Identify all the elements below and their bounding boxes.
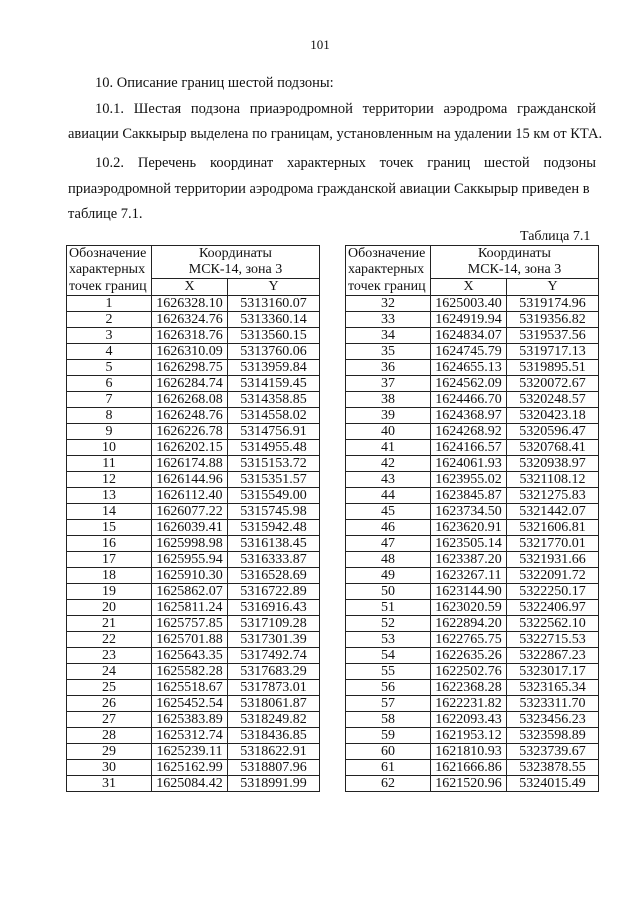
point-number-cell: 21 xyxy=(67,616,152,632)
table-row xyxy=(346,680,599,696)
coordinates-table-right-body xyxy=(346,246,599,792)
y-coordinate-cell: 5319356.82 xyxy=(507,312,599,328)
header-coordinates: Координаты xyxy=(431,246,599,263)
y-coordinate-cell: 5322867.23 xyxy=(507,648,599,664)
y-coordinate-cell: 5319174.96 xyxy=(507,296,599,312)
point-number-cell: 27 xyxy=(67,712,152,728)
point-number-cell: 12 xyxy=(67,472,152,488)
y-coordinate-cell: 5315351.57 xyxy=(228,472,320,488)
table-row xyxy=(346,728,599,744)
y-coordinate-cell: 5322250.17 xyxy=(507,584,599,600)
point-number-cell: 5 xyxy=(67,360,152,376)
x-coordinate-cell: 1626039.41 xyxy=(152,520,228,536)
y-coordinate-cell: 5324015.49 xyxy=(507,776,599,792)
point-number-cell: 52 xyxy=(346,616,431,632)
table-row xyxy=(346,456,599,472)
point-number-cell: 29 xyxy=(67,744,152,760)
point-number-cell: 37 xyxy=(346,376,431,392)
y-coordinate-cell: 5318991.99 xyxy=(228,776,320,792)
x-coordinate-cell: 1625312.74 xyxy=(152,728,228,744)
table-row xyxy=(67,536,320,552)
header-y: Y xyxy=(228,279,320,296)
x-coordinate-cell: 1623620.91 xyxy=(431,520,507,536)
table-row xyxy=(67,328,320,344)
point-number-cell: 54 xyxy=(346,648,431,664)
y-coordinate-cell: 5319717.13 xyxy=(507,344,599,360)
y-coordinate-cell: 5314159.45 xyxy=(228,376,320,392)
point-number-cell: 34 xyxy=(346,328,431,344)
x-coordinate-cell: 1622635.26 xyxy=(431,648,507,664)
x-coordinate-cell: 1625862.07 xyxy=(152,584,228,600)
x-coordinate-cell: 1625955.94 xyxy=(152,552,228,568)
table-row xyxy=(67,520,320,536)
x-coordinate-cell: 1625239.11 xyxy=(152,744,228,760)
x-coordinate-cell: 1625003.40 xyxy=(431,296,507,312)
y-coordinate-cell: 5316333.87 xyxy=(228,552,320,568)
y-coordinate-cell: 5317301.39 xyxy=(228,632,320,648)
table-row xyxy=(346,472,599,488)
table-row xyxy=(67,616,320,632)
point-number-cell: 39 xyxy=(346,408,431,424)
y-coordinate-cell: 5323598.89 xyxy=(507,728,599,744)
header-y: Y xyxy=(507,279,599,296)
x-coordinate-cell: 1623734.50 xyxy=(431,504,507,520)
point-number-cell: 38 xyxy=(346,392,431,408)
table-row xyxy=(346,776,599,792)
point-number-cell: 57 xyxy=(346,696,431,712)
table-row xyxy=(346,744,599,760)
point-number-cell: 14 xyxy=(67,504,152,520)
y-coordinate-cell: 5321108.12 xyxy=(507,472,599,488)
y-coordinate-cell: 5315153.72 xyxy=(228,456,320,472)
x-coordinate-cell: 1623267.11 xyxy=(431,568,507,584)
x-coordinate-cell: 1625162.99 xyxy=(152,760,228,776)
table-row xyxy=(67,600,320,616)
y-coordinate-cell: 5319537.56 xyxy=(507,328,599,344)
x-coordinate-cell: 1625452.54 xyxy=(152,696,228,712)
table-row xyxy=(346,664,599,680)
table-row xyxy=(346,312,599,328)
table-row xyxy=(67,728,320,744)
table-row xyxy=(346,552,599,568)
y-coordinate-cell: 5316722.89 xyxy=(228,584,320,600)
y-coordinate-cell: 5320938.97 xyxy=(507,456,599,472)
x-coordinate-cell: 1624061.93 xyxy=(431,456,507,472)
point-number-cell: 62 xyxy=(346,776,431,792)
header-point-label-line2: характерных xyxy=(346,262,431,279)
y-coordinate-cell: 5314558.02 xyxy=(228,408,320,424)
table-row xyxy=(346,440,599,456)
coordinates-table-left xyxy=(66,245,320,792)
y-coordinate-cell: 5313560.15 xyxy=(228,328,320,344)
table-row xyxy=(67,744,320,760)
y-coordinate-cell: 5314358.85 xyxy=(228,392,320,408)
x-coordinate-cell: 1621666.86 xyxy=(431,760,507,776)
point-number-cell: 23 xyxy=(67,648,152,664)
point-number-cell: 18 xyxy=(67,568,152,584)
point-number-cell: 49 xyxy=(346,568,431,584)
point-number-cell: 35 xyxy=(346,344,431,360)
table-row xyxy=(346,376,599,392)
coordinates-table-right xyxy=(345,245,599,792)
x-coordinate-cell: 1622894.20 xyxy=(431,616,507,632)
x-coordinate-cell: 1623845.87 xyxy=(431,488,507,504)
table-row xyxy=(67,488,320,504)
y-coordinate-cell: 5322715.53 xyxy=(507,632,599,648)
y-coordinate-cell: 5314955.48 xyxy=(228,440,320,456)
table-row xyxy=(67,696,320,712)
point-number-cell: 26 xyxy=(67,696,152,712)
point-number-cell: 36 xyxy=(346,360,431,376)
y-coordinate-cell: 5317683.29 xyxy=(228,664,320,680)
y-coordinate-cell: 5318622.91 xyxy=(228,744,320,760)
table-row xyxy=(346,712,599,728)
x-coordinate-cell: 1626310.09 xyxy=(152,344,228,360)
paragraph-10-2-line-1: 10.2. Перечень координат характерных точек границ шестой подзоны xyxy=(95,155,596,171)
x-coordinate-cell: 1624268.92 xyxy=(431,424,507,440)
y-coordinate-cell: 5321606.81 xyxy=(507,520,599,536)
y-coordinate-cell: 5314756.91 xyxy=(228,424,320,440)
y-coordinate-cell: 5321770.01 xyxy=(507,536,599,552)
y-coordinate-cell: 5317109.28 xyxy=(228,616,320,632)
x-coordinate-cell: 1625084.42 xyxy=(152,776,228,792)
point-number-cell: 4 xyxy=(67,344,152,360)
point-number-cell: 16 xyxy=(67,536,152,552)
y-coordinate-cell: 5323165.34 xyxy=(507,680,599,696)
table-row xyxy=(67,312,320,328)
table-row xyxy=(67,648,320,664)
table-row xyxy=(67,472,320,488)
x-coordinate-cell: 1622765.75 xyxy=(431,632,507,648)
point-number-cell: 6 xyxy=(67,376,152,392)
y-coordinate-cell: 5316916.43 xyxy=(228,600,320,616)
x-coordinate-cell: 1624919.94 xyxy=(431,312,507,328)
header-point-label-line1: Обозначение xyxy=(346,246,431,263)
x-coordinate-cell: 1625643.35 xyxy=(152,648,228,664)
y-coordinate-cell: 5316528.69 xyxy=(228,568,320,584)
x-coordinate-cell: 1626144.96 xyxy=(152,472,228,488)
table-row xyxy=(67,456,320,472)
table-caption: Таблица 7.1 xyxy=(520,229,591,244)
x-coordinate-cell: 1626226.78 xyxy=(152,424,228,440)
table-row xyxy=(67,712,320,728)
point-number-cell: 9 xyxy=(67,424,152,440)
table-row xyxy=(346,584,599,600)
table-row xyxy=(67,408,320,424)
x-coordinate-cell: 1626318.76 xyxy=(152,328,228,344)
x-coordinate-cell: 1623505.14 xyxy=(431,536,507,552)
point-number-cell: 33 xyxy=(346,312,431,328)
table-row xyxy=(346,408,599,424)
point-number-cell: 20 xyxy=(67,600,152,616)
x-coordinate-cell: 1622502.76 xyxy=(431,664,507,680)
x-coordinate-cell: 1621953.12 xyxy=(431,728,507,744)
y-coordinate-cell: 5315549.00 xyxy=(228,488,320,504)
y-coordinate-cell: 5323739.67 xyxy=(507,744,599,760)
x-coordinate-cell: 1625383.89 xyxy=(152,712,228,728)
page-number: 101 xyxy=(310,37,330,52)
point-number-cell: 25 xyxy=(67,680,152,696)
y-coordinate-cell: 5313160.07 xyxy=(228,296,320,312)
y-coordinate-cell: 5316138.45 xyxy=(228,536,320,552)
x-coordinate-cell: 1626284.74 xyxy=(152,376,228,392)
y-coordinate-cell: 5318807.96 xyxy=(228,760,320,776)
point-number-cell: 30 xyxy=(67,760,152,776)
x-coordinate-cell: 1625757.85 xyxy=(152,616,228,632)
point-number-cell: 32 xyxy=(346,296,431,312)
x-coordinate-cell: 1626324.76 xyxy=(152,312,228,328)
coordinates-table-left-body xyxy=(67,246,320,792)
x-coordinate-cell: 1626268.08 xyxy=(152,392,228,408)
table-row xyxy=(346,296,599,312)
table-row xyxy=(346,648,599,664)
table-row xyxy=(67,392,320,408)
x-coordinate-cell: 1625811.24 xyxy=(152,600,228,616)
y-coordinate-cell: 5323456.23 xyxy=(507,712,599,728)
x-coordinate-cell: 1624466.70 xyxy=(431,392,507,408)
point-number-cell: 60 xyxy=(346,744,431,760)
table-row xyxy=(67,440,320,456)
paragraph-10-2-line-2: приаэродромной территории аэродрома гражданской авиации Саккырыр приведен в xyxy=(68,181,590,197)
point-number-cell: 51 xyxy=(346,600,431,616)
y-coordinate-cell: 5323878.55 xyxy=(507,760,599,776)
point-number-cell: 1 xyxy=(67,296,152,312)
y-coordinate-cell: 5320596.47 xyxy=(507,424,599,440)
x-coordinate-cell: 1626174.88 xyxy=(152,456,228,472)
header-coordinate-system: МСК-14, зона 3 xyxy=(152,262,320,279)
point-number-cell: 59 xyxy=(346,728,431,744)
table-row xyxy=(67,296,320,312)
x-coordinate-cell: 1625582.28 xyxy=(152,664,228,680)
header-coordinates: Координаты xyxy=(152,246,320,263)
x-coordinate-cell: 1622231.82 xyxy=(431,696,507,712)
point-number-cell: 3 xyxy=(67,328,152,344)
x-coordinate-cell: 1625701.88 xyxy=(152,632,228,648)
header-coordinate-system: МСК-14, зона 3 xyxy=(431,262,599,279)
x-coordinate-cell: 1624166.57 xyxy=(431,440,507,456)
point-number-cell: 45 xyxy=(346,504,431,520)
table-row xyxy=(346,616,599,632)
point-number-cell: 17 xyxy=(67,552,152,568)
point-number-cell: 56 xyxy=(346,680,431,696)
y-coordinate-cell: 5318436.85 xyxy=(228,728,320,744)
x-coordinate-cell: 1623144.90 xyxy=(431,584,507,600)
paragraph-10-1-line-1: 10.1. Шестая подзона приаэродромной территории аэродрома гражданской xyxy=(95,101,596,117)
table-row xyxy=(346,520,599,536)
point-number-cell: 2 xyxy=(67,312,152,328)
table-row xyxy=(67,568,320,584)
x-coordinate-cell: 1623955.02 xyxy=(431,472,507,488)
point-number-cell: 48 xyxy=(346,552,431,568)
table-row xyxy=(346,392,599,408)
table-row xyxy=(346,536,599,552)
y-coordinate-cell: 5321931.66 xyxy=(507,552,599,568)
table-row xyxy=(67,632,320,648)
point-number-cell: 24 xyxy=(67,664,152,680)
point-number-cell: 50 xyxy=(346,584,431,600)
x-coordinate-cell: 1623387.20 xyxy=(431,552,507,568)
x-coordinate-cell: 1626077.22 xyxy=(152,504,228,520)
table-row xyxy=(346,344,599,360)
y-coordinate-cell: 5313959.84 xyxy=(228,360,320,376)
y-coordinate-cell: 5322406.97 xyxy=(507,600,599,616)
y-coordinate-cell: 5323017.17 xyxy=(507,664,599,680)
section-heading: 10. Описание границ шестой подзоны: xyxy=(95,75,334,91)
table-row xyxy=(346,760,599,776)
x-coordinate-cell: 1624745.79 xyxy=(431,344,507,360)
point-number-cell: 44 xyxy=(346,488,431,504)
table-row xyxy=(67,552,320,568)
paragraph-10-1-line-2: авиации Саккырыр выделена по границам, установленным на удалении 15 км от КТА. xyxy=(68,126,603,142)
x-coordinate-cell: 1621520.96 xyxy=(431,776,507,792)
y-coordinate-cell: 5315942.48 xyxy=(228,520,320,536)
y-coordinate-cell: 5315745.98 xyxy=(228,504,320,520)
point-number-cell: 40 xyxy=(346,424,431,440)
point-number-cell: 47 xyxy=(346,536,431,552)
point-number-cell: 46 xyxy=(346,520,431,536)
point-number-cell: 55 xyxy=(346,664,431,680)
x-coordinate-cell: 1624655.13 xyxy=(431,360,507,376)
table-row xyxy=(67,664,320,680)
point-number-cell: 7 xyxy=(67,392,152,408)
y-coordinate-cell: 5322091.72 xyxy=(507,568,599,584)
x-coordinate-cell: 1622093.43 xyxy=(431,712,507,728)
point-number-cell: 8 xyxy=(67,408,152,424)
table-row xyxy=(67,680,320,696)
point-number-cell: 53 xyxy=(346,632,431,648)
table-row xyxy=(67,360,320,376)
table-row xyxy=(346,360,599,376)
point-number-cell: 43 xyxy=(346,472,431,488)
x-coordinate-cell: 1624562.09 xyxy=(431,376,507,392)
x-coordinate-cell: 1626112.40 xyxy=(152,488,228,504)
point-number-cell: 41 xyxy=(346,440,431,456)
y-coordinate-cell: 5318061.87 xyxy=(228,696,320,712)
point-number-cell: 15 xyxy=(67,520,152,536)
point-number-cell: 42 xyxy=(346,456,431,472)
y-coordinate-cell: 5320423.18 xyxy=(507,408,599,424)
x-coordinate-cell: 1621810.93 xyxy=(431,744,507,760)
table-row xyxy=(346,424,599,440)
point-number-cell: 22 xyxy=(67,632,152,648)
y-coordinate-cell: 5321275.83 xyxy=(507,488,599,504)
y-coordinate-cell: 5313760.06 xyxy=(228,344,320,360)
table-row xyxy=(346,568,599,584)
x-coordinate-cell: 1626328.10 xyxy=(152,296,228,312)
header-point-label-line3: точек границ xyxy=(346,279,431,296)
y-coordinate-cell: 5318249.82 xyxy=(228,712,320,728)
point-number-cell: 31 xyxy=(67,776,152,792)
x-coordinate-cell: 1625910.30 xyxy=(152,568,228,584)
x-coordinate-cell: 1625998.98 xyxy=(152,536,228,552)
header-point-label-line1: Обозначение xyxy=(67,246,152,263)
point-number-cell: 10 xyxy=(67,440,152,456)
y-coordinate-cell: 5320768.41 xyxy=(507,440,599,456)
y-coordinate-cell: 5317873.01 xyxy=(228,680,320,696)
y-coordinate-cell: 5321442.07 xyxy=(507,504,599,520)
table-row xyxy=(346,504,599,520)
table-row xyxy=(346,488,599,504)
y-coordinate-cell: 5320248.57 xyxy=(507,392,599,408)
header-x: X xyxy=(431,279,507,296)
table-row xyxy=(67,504,320,520)
table-row xyxy=(346,600,599,616)
x-coordinate-cell: 1625518.67 xyxy=(152,680,228,696)
table-row xyxy=(346,696,599,712)
x-coordinate-cell: 1624834.07 xyxy=(431,328,507,344)
point-number-cell: 61 xyxy=(346,760,431,776)
table-row xyxy=(67,776,320,792)
y-coordinate-cell: 5320072.67 xyxy=(507,376,599,392)
point-number-cell: 13 xyxy=(67,488,152,504)
table-row xyxy=(67,760,320,776)
point-number-cell: 28 xyxy=(67,728,152,744)
table-row xyxy=(67,584,320,600)
table-row xyxy=(67,424,320,440)
x-coordinate-cell: 1623020.59 xyxy=(431,600,507,616)
table-row xyxy=(67,376,320,392)
y-coordinate-cell: 5317492.74 xyxy=(228,648,320,664)
header-point-label-line3: точек границ xyxy=(67,279,152,296)
x-coordinate-cell: 1624368.97 xyxy=(431,408,507,424)
x-coordinate-cell: 1626202.15 xyxy=(152,440,228,456)
y-coordinate-cell: 5313360.14 xyxy=(228,312,320,328)
header-point-label-line2: характерных xyxy=(67,262,152,279)
paragraph-10-2-line-3: таблице 7.1. xyxy=(68,206,143,222)
table-row xyxy=(67,344,320,360)
y-coordinate-cell: 5323311.70 xyxy=(507,696,599,712)
y-coordinate-cell: 5322562.10 xyxy=(507,616,599,632)
point-number-cell: 19 xyxy=(67,584,152,600)
header-x: X xyxy=(152,279,228,296)
x-coordinate-cell: 1626248.76 xyxy=(152,408,228,424)
x-coordinate-cell: 1626298.75 xyxy=(152,360,228,376)
point-number-cell: 11 xyxy=(67,456,152,472)
y-coordinate-cell: 5319895.51 xyxy=(507,360,599,376)
x-coordinate-cell: 1622368.28 xyxy=(431,680,507,696)
table-row xyxy=(346,632,599,648)
point-number-cell: 58 xyxy=(346,712,431,728)
table-row xyxy=(346,328,599,344)
